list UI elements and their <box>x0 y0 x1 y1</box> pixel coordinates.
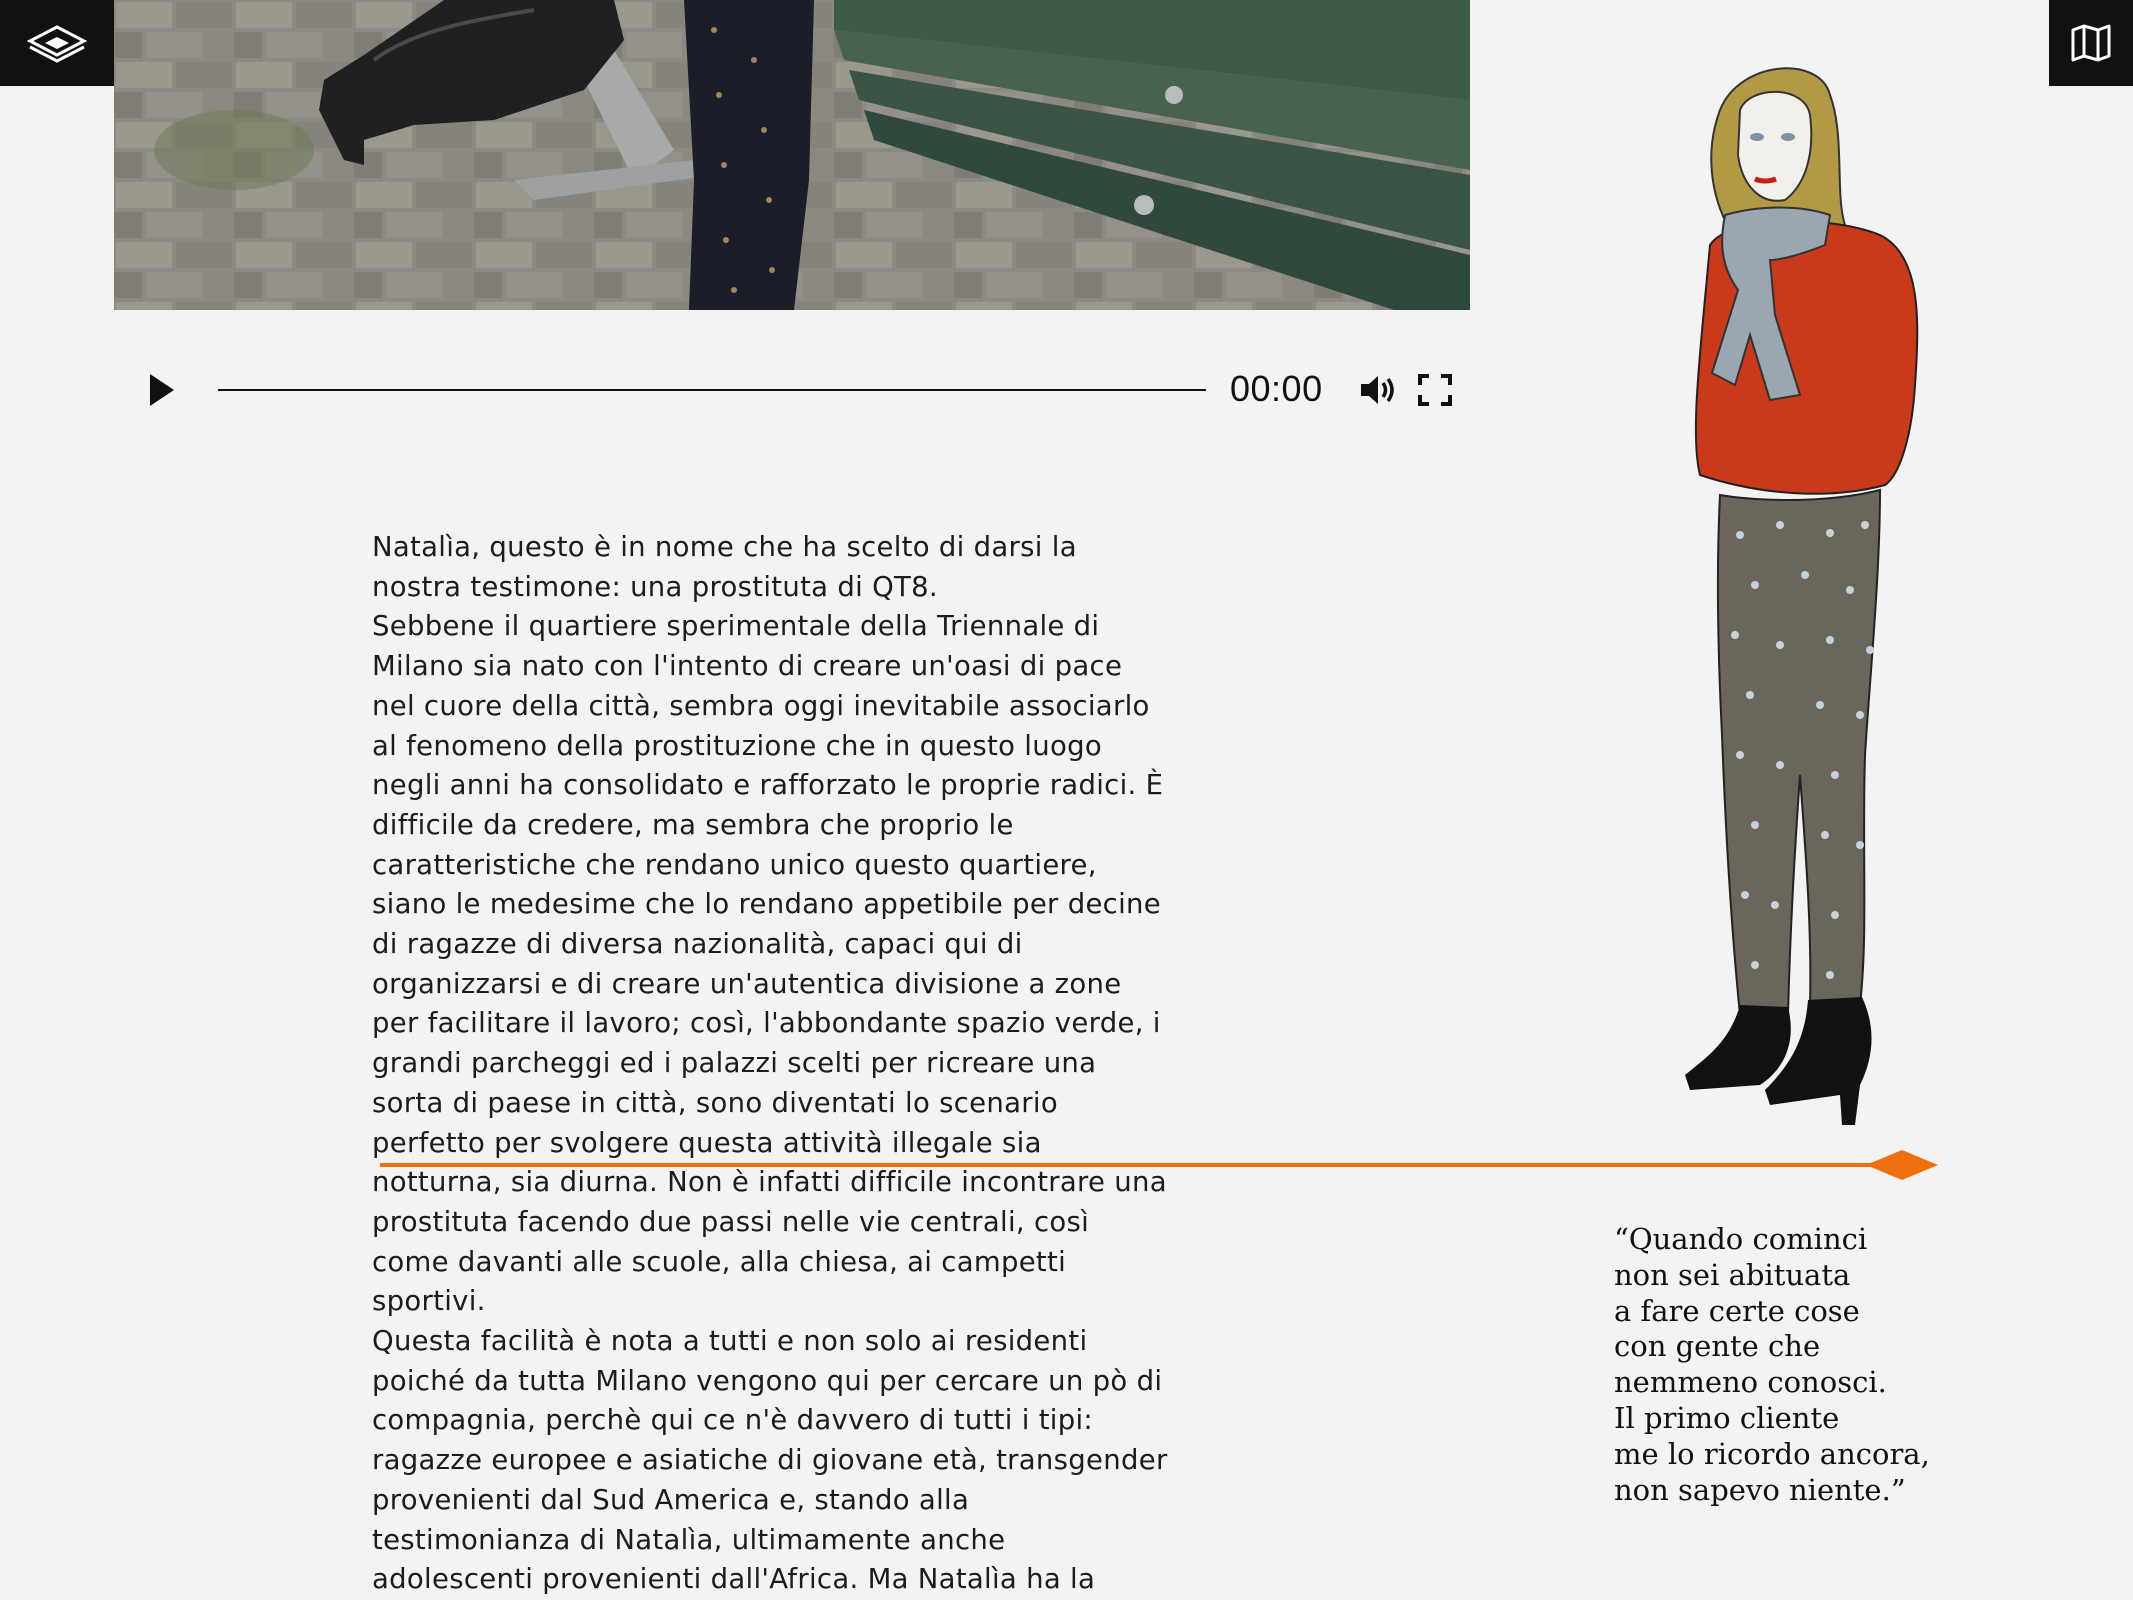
pull-quote <box>1614 1222 2034 1508</box>
fullscreen-icon <box>1418 374 1452 406</box>
video-frame[interactable] <box>114 0 1470 310</box>
woman-illustration <box>1630 55 1960 1130</box>
quote-line: Il primo cliente <box>1614 1400 1840 1435</box>
volume-icon <box>1358 372 1398 408</box>
quote-line: con gente che <box>1614 1329 1821 1364</box>
quote-line: “Quando cominci <box>1614 1222 1868 1256</box>
article-body <box>372 528 1172 1600</box>
quote-line: non sapevo niente.” <box>1614 1472 1906 1507</box>
map-button[interactable] <box>2049 0 2133 86</box>
fullscreen-button[interactable] <box>1418 374 1452 406</box>
article-paragraph: Sebbene il quartiere sperimentale della Triennale di Milano sia nato con l'intento di creare un'oasi di pace nel cuore della città, sembra oggi inevitabile associarlo al fenomeno della prostituzione che in questo luogo negli anni ha consolidato e rafforzato le proprie radici. È difficile da credere, ma sembra che proprio le caratteristiche che rendano unico questo quartiere, siano le medesime che lo rendano appetibile per decine di ragazze di diversa nazionalità, capaci qui di organizzarsi e di creare un'autentica divisione a zone per facilitare il lavoro; così, l'abbondante spazio verde, i grandi parcheggi ed i palazzi scelti per ricreare una sorta di paese in città, sono diventati lo scenario perfetto per svolgere questa attività illegale sia notturna, sia diurna. Non è infatti difficile incontrare una prostituta facendo due passi nelle vie centrali, così come davanti alle scuole, alla chiesa, ai campetti sportivi. <box>372 610 1167 1318</box>
map-icon <box>2070 23 2112 63</box>
video-player-controls <box>140 360 1470 420</box>
article-paragraph: Questa facilità è nota a tutti e non solo ai residenti poiché da tutta Milano vengono qui per cercare un pò di compagnia, perchè qui ce n'è davvero di tutti i tipi: ragazze europee e asiatiche di giovane età, transgender provenienti dal Sud America e, stando alla testimonianza di Natalìa, ultimamente anche adolescenti provenienti dall'Africa. Ma Natalìa ha la <box>372 1325 1168 1596</box>
quote-connector-line <box>380 1150 1940 1186</box>
play-icon <box>140 370 180 410</box>
layered-diamond-logo-icon <box>26 23 88 63</box>
quote-line: nemmeno conosci. <box>1614 1365 1887 1400</box>
quote-line: a fare certe cose <box>1614 1293 1860 1328</box>
logo-button[interactable] <box>0 0 114 86</box>
video-still-image <box>114 0 1470 310</box>
progress-bar[interactable] <box>218 389 1206 391</box>
quote-line: non sei abituata <box>1614 1257 1851 1292</box>
article-paragraph: Natalìa, questo è in nome che ha scelto di darsi la nostra testimone: una prostituta di QT8. <box>372 531 1077 603</box>
volume-button[interactable] <box>1358 372 1398 408</box>
time-display: 00:00 <box>1230 368 1323 409</box>
quote-line: me lo ricordo ancora, <box>1614 1436 1930 1471</box>
play-button[interactable] <box>140 370 180 410</box>
